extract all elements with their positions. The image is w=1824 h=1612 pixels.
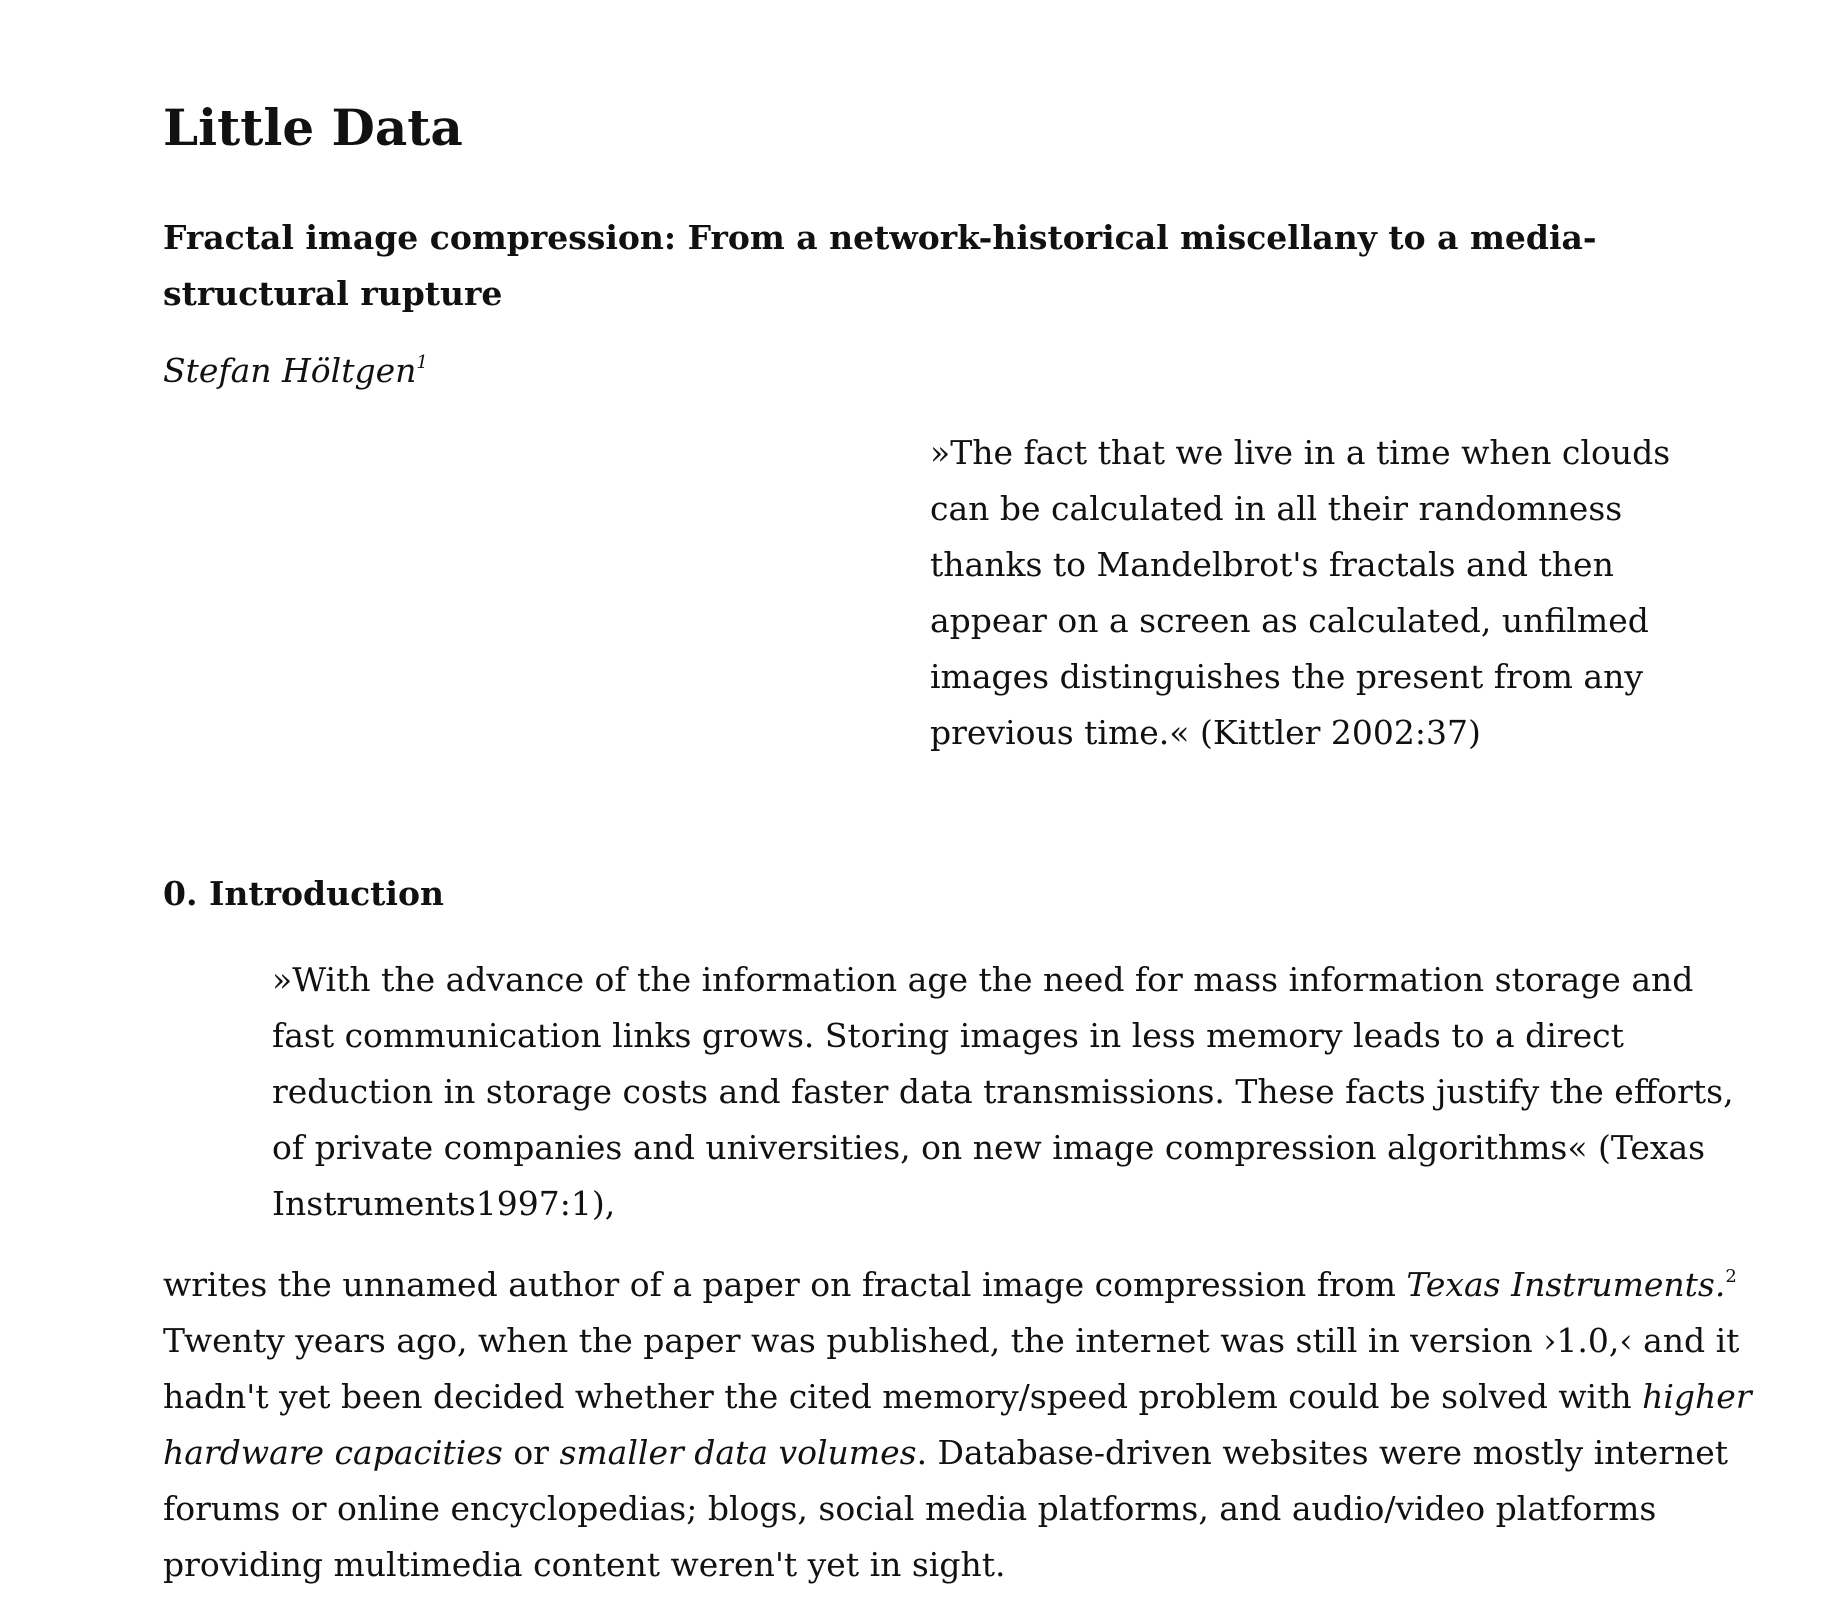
block-quote-line: reduction in storage costs and faster data transmissions. These facts justify the efforts, bbox=[272, 1072, 1734, 1111]
body-paragraph bbox=[163, 1257, 1752, 1593]
paragraph-text: hadn't yet been decided whether the cited memory/speed problem could be solved with bbox=[163, 1377, 1643, 1416]
epigraph-line: »The fact that we live in a time when clouds bbox=[930, 433, 1671, 472]
block-quote-line: fast communication links grows. Storing images in less memory leads to a direct bbox=[272, 1016, 1624, 1055]
paragraph-text: or bbox=[502, 1433, 560, 1472]
epigraph-line: images distinguishes the present from any bbox=[930, 657, 1643, 696]
section-heading-introduction: 0. Introduction bbox=[163, 874, 444, 913]
author-name: Stefan Höltgen bbox=[163, 351, 417, 390]
paragraph-line bbox=[163, 1369, 1752, 1425]
block-quote-line: »With the advance of the information age the need for mass information storage and bbox=[272, 960, 1694, 999]
paragraph-emphasis: hardware capacities bbox=[163, 1433, 503, 1472]
paragraph-text: writes the unnamed author of a paper on fractal image compression from bbox=[163, 1265, 1407, 1304]
block-quote bbox=[272, 952, 1734, 1232]
epigraph-quote bbox=[930, 425, 1671, 761]
footnote-marker[interactable]: 2 bbox=[1725, 1266, 1737, 1287]
epigraph-line: previous time.« (Kittler 2002:37) bbox=[930, 713, 1481, 752]
paper-subtitle: Fractal image compression: From a network-historical miscellany to a media-structural rupture bbox=[163, 218, 1597, 313]
block-quote-line: of private companies and universities, on new image compression algorithms« (Texas bbox=[272, 1128, 1706, 1167]
epigraph-line: can be calculated in all their randomness bbox=[930, 489, 1623, 528]
paragraph-line bbox=[163, 1257, 1737, 1313]
paragraph-emphasis: Texas Instruments. bbox=[1406, 1265, 1726, 1304]
paragraph-line bbox=[163, 1425, 1729, 1481]
author-line bbox=[163, 350, 428, 393]
paragraph-line: forums or online encyclopedias; blogs, social media platforms, and audio/video platforms bbox=[163, 1489, 1657, 1528]
paragraph-text: . Database-driven websites were mostly internet bbox=[916, 1433, 1729, 1472]
paragraph-line: Twenty years ago, when the paper was published, the internet was still in version ›1.0,‹ and it bbox=[163, 1321, 1740, 1360]
epigraph-line: thanks to Mandelbrot's fractals and then bbox=[930, 545, 1614, 584]
block-quote-line: Instruments1997:1), bbox=[272, 1184, 616, 1223]
epigraph-line: appear on a screen as calculated, unfilmed bbox=[930, 601, 1649, 640]
paragraph-emphasis: higher bbox=[1642, 1377, 1752, 1416]
paragraph-line: providing multimedia content weren't yet in sight. bbox=[163, 1545, 1006, 1584]
page-title: Little Data bbox=[163, 98, 463, 157]
author-footnote-marker[interactable]: 1 bbox=[416, 352, 428, 373]
paragraph-emphasis: smaller data volumes bbox=[559, 1433, 917, 1472]
